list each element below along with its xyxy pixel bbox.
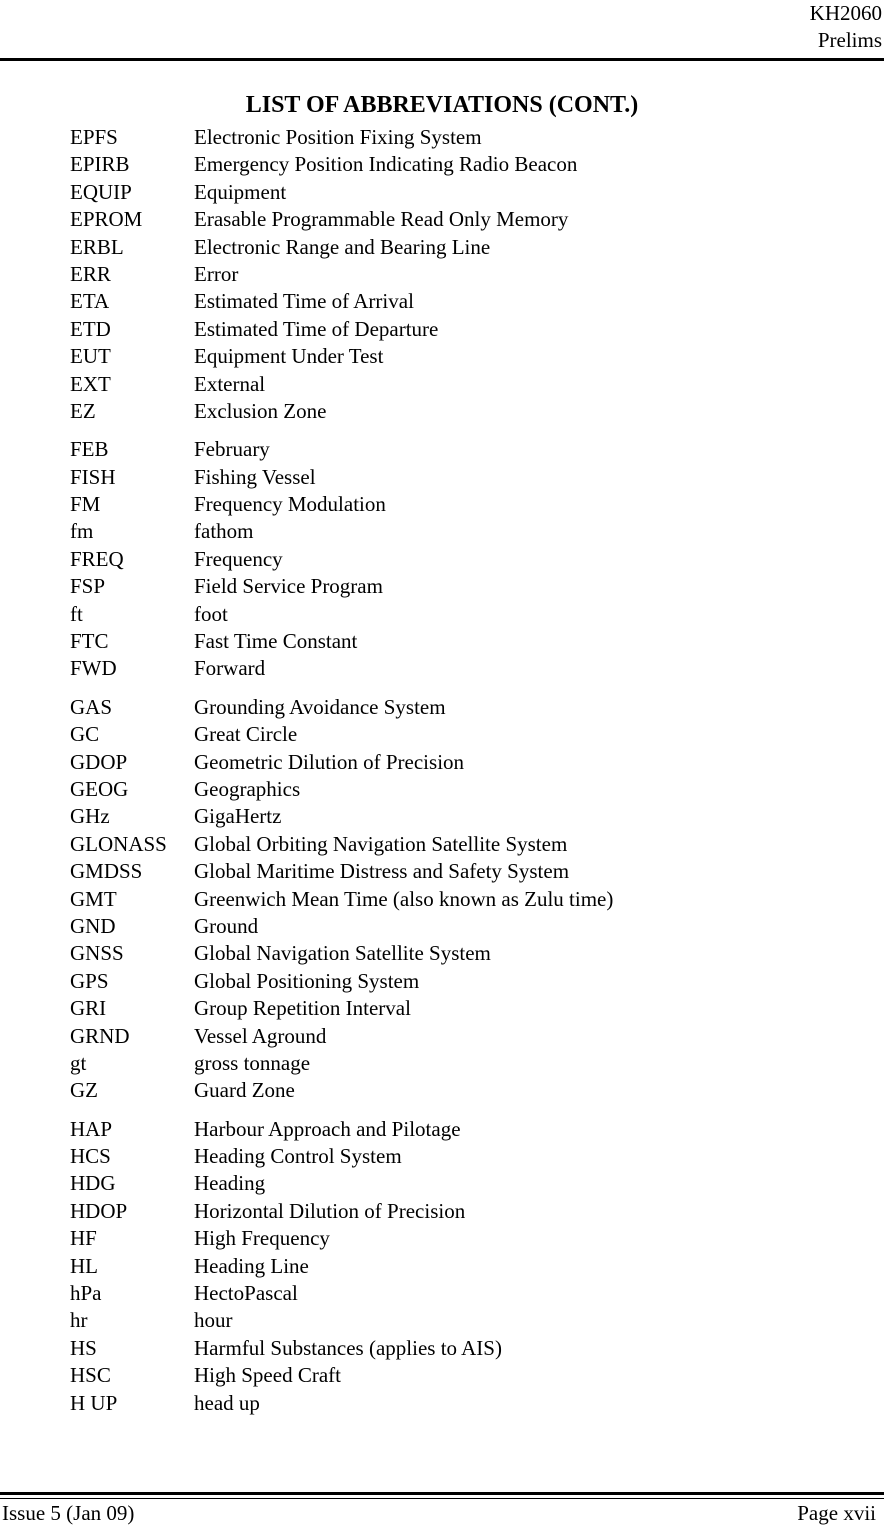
abbreviation-meaning: Ground: [194, 913, 259, 938]
abbreviation-term: FISH: [70, 464, 116, 489]
abbreviation-row: [70, 436, 850, 463]
abbreviation-meaning: February: [194, 437, 270, 462]
abbreviation-row: [70, 1198, 850, 1225]
abbreviation-term: HCS: [70, 1144, 111, 1169]
abbreviation-term: GHz: [70, 804, 110, 829]
abbreviation-row: [70, 1077, 850, 1104]
abbreviation-meaning: Frequency: [194, 546, 283, 571]
abbreviation-meaning: Estimated Time of Arrival: [194, 289, 414, 314]
abbreviation-meaning: Heading: [194, 1171, 266, 1196]
abbreviation-term: GEOG: [70, 776, 129, 801]
abbreviation-term: H UP: [70, 1390, 118, 1415]
abbreviation-meaning: External: [194, 371, 266, 396]
page-header: [810, 0, 882, 54]
abbreviation-row: [70, 1362, 850, 1389]
abbreviation-row: [70, 655, 850, 682]
abbreviation-meaning: HectoPascal: [194, 1281, 298, 1306]
abbreviation-list: [70, 124, 850, 1428]
abbreviation-row: [70, 628, 850, 655]
abbreviation-group: [70, 124, 850, 425]
abbreviation-meaning: Global Orbiting Navigation Satellite System: [194, 831, 568, 856]
abbreviation-meaning: gross tonnage: [194, 1050, 311, 1075]
abbreviation-term: EPROM: [70, 207, 143, 232]
abbreviation-term: FM: [70, 492, 101, 517]
abbreviation-row: [70, 398, 850, 425]
abbreviation-term: GAS: [70, 694, 113, 719]
abbreviation-meaning: Global Positioning System: [194, 968, 420, 993]
issue-label: Issue 5 (Jan 09): [2, 1501, 135, 1525]
abbreviation-term: HSC: [70, 1363, 111, 1388]
abbreviation-term: EQUIP: [70, 179, 132, 204]
abbreviation-meaning: Electronic Position Fixing System: [194, 125, 482, 149]
abbreviation-term: FTC: [70, 629, 109, 654]
abbreviation-group: [70, 436, 850, 683]
abbreviation-term: EZ: [70, 398, 96, 423]
abbreviation-meaning: Guard Zone: [194, 1078, 295, 1103]
abbreviation-meaning: Geometric Dilution of Precision: [194, 749, 465, 774]
abbreviation-row: [70, 546, 850, 573]
abbreviation-row: [70, 316, 850, 343]
abbreviation-row: [70, 749, 850, 776]
abbreviation-meaning: Error: [194, 261, 239, 286]
abbreviation-meaning: hour: [194, 1308, 233, 1333]
abbreviation-term: HDOP: [70, 1198, 128, 1223]
abbreviation-row: [70, 694, 850, 721]
abbreviation-meaning: Great Circle: [194, 722, 298, 747]
abbreviation-row: [70, 491, 850, 518]
section-name: Prelims: [817, 28, 882, 52]
abbreviation-row: [70, 831, 850, 858]
abbreviation-term: HAP: [70, 1116, 113, 1141]
abbreviation-meaning: Electronic Range and Bearing Line: [194, 234, 491, 259]
abbreviation-row: [70, 343, 850, 370]
abbreviation-row: [70, 858, 850, 885]
abbreviation-meaning: Grounding Avoidance System: [194, 694, 446, 719]
abbreviation-row: [70, 234, 850, 261]
abbreviation-row: [70, 601, 850, 628]
abbreviation-row: [70, 1307, 850, 1334]
abbreviation-term: GC: [70, 722, 100, 747]
abbreviation-term: GRI: [70, 996, 107, 1021]
abbreviation-row: [70, 1335, 850, 1362]
abbreviation-row: [70, 573, 850, 600]
header-rule: [0, 58, 884, 61]
abbreviation-meaning: head up: [194, 1390, 260, 1415]
abbreviation-term: fm: [70, 519, 94, 544]
abbreviation-row: [70, 261, 850, 288]
abbreviation-meaning: fathom: [194, 519, 254, 544]
abbreviation-meaning: Fast Time Constant: [194, 629, 358, 654]
abbreviation-row: [70, 995, 850, 1022]
abbreviation-row: [70, 968, 850, 995]
abbreviation-row: [70, 179, 850, 206]
abbreviation-meaning: Estimated Time of Departure: [194, 316, 439, 341]
abbreviation-meaning: Harbour Approach and Pilotage: [194, 1116, 461, 1141]
abbreviation-row: [70, 1280, 850, 1307]
abbreviation-term: GPS: [70, 968, 109, 993]
abbreviation-meaning: foot: [194, 601, 228, 626]
abbreviation-term: hr: [70, 1308, 88, 1333]
abbreviation-term: GLONASS: [70, 831, 167, 856]
abbreviation-meaning: Exclusion Zone: [194, 398, 327, 423]
abbreviation-term: HS: [70, 1335, 97, 1360]
footer-rule-thick: [0, 1492, 884, 1495]
abbreviation-row: [70, 913, 850, 940]
abbreviation-term: ft: [70, 601, 83, 626]
abbreviation-meaning: Equipment Under Test: [194, 344, 384, 369]
abbreviation-row: [70, 1050, 850, 1077]
abbreviation-group: [70, 694, 850, 1105]
abbreviation-meaning: High Speed Craft: [194, 1363, 341, 1388]
page-number: Page xvii: [797, 1501, 876, 1525]
abbreviation-meaning: Global Navigation Satellite System: [194, 941, 491, 966]
abbreviation-term: ERBL: [70, 234, 124, 259]
abbreviation-term: FWD: [70, 656, 117, 681]
abbreviation-term: FEB: [70, 437, 109, 462]
abbreviation-meaning: Harmful Substances (applies to AIS): [194, 1335, 502, 1360]
abbreviation-meaning: Horizontal Dilution of Precision: [194, 1198, 466, 1223]
abbreviation-meaning: Global Maritime Distress and Safety System: [194, 859, 570, 884]
abbreviation-term: GRND: [70, 1023, 130, 1048]
abbreviation-meaning: Geographics: [194, 776, 301, 801]
abbreviation-term: EUT: [70, 344, 111, 369]
abbreviation-row: [70, 206, 850, 233]
abbreviation-term: GNSS: [70, 941, 124, 966]
doc-code: KH2060: [809, 1, 882, 25]
abbreviation-term: GND: [70, 913, 116, 938]
abbreviation-group: [70, 1116, 850, 1417]
abbreviation-row: [70, 1023, 850, 1050]
abbreviation-row: [70, 518, 850, 545]
abbreviation-row: [70, 371, 850, 398]
abbreviation-term: HF: [70, 1226, 97, 1251]
abbreviation-row: [70, 151, 850, 178]
abbreviation-row: [70, 1170, 850, 1197]
abbreviation-row: [70, 886, 850, 913]
abbreviation-term: FSP: [70, 574, 106, 599]
abbreviation-row: [70, 1225, 850, 1252]
abbreviation-term: GDOP: [70, 749, 128, 774]
abbreviation-row: [70, 1390, 850, 1417]
abbreviation-row: [70, 940, 850, 967]
abbreviation-meaning: Fishing Vessel: [194, 464, 316, 489]
abbreviation-term: HDG: [70, 1171, 116, 1196]
abbreviation-row: [70, 721, 850, 748]
abbreviation-meaning: GigaHertz: [194, 804, 282, 829]
abbreviation-term: GZ: [70, 1078, 98, 1103]
abbreviation-meaning: Heading Line: [194, 1253, 309, 1278]
abbreviation-term: HL: [70, 1253, 98, 1278]
abbreviation-term: ETD: [70, 316, 111, 341]
abbreviation-term: ETA: [70, 289, 110, 314]
abbreviation-row: [70, 1116, 850, 1143]
abbreviation-term: GMT: [70, 886, 117, 911]
abbreviation-meaning: Heading Control System: [194, 1144, 402, 1169]
abbreviation-meaning: Equipment: [194, 179, 287, 204]
abbreviation-meaning: Greenwich Mean Time (also known as Zulu time): [194, 886, 614, 911]
abbreviation-row: [70, 1253, 850, 1280]
page-title: LIST OF ABBREVIATIONS (CONT.): [245, 92, 639, 118]
abbreviation-meaning: Group Repetition Interval: [194, 996, 411, 1021]
abbreviation-meaning: High Frequency: [194, 1226, 330, 1251]
abbreviation-meaning: Forward: [194, 656, 266, 681]
abbreviation-term: GMDSS: [70, 859, 143, 884]
abbreviation-meaning: Erasable Programmable Read Only Memory: [194, 207, 569, 232]
abbreviation-meaning: Frequency Modulation: [194, 492, 386, 517]
abbreviation-row: [70, 124, 850, 151]
abbreviation-term: gt: [70, 1050, 87, 1075]
abbreviation-term: FREQ: [70, 546, 124, 571]
abbreviation-meaning: Emergency Position Indicating Radio Beacon: [194, 152, 578, 177]
abbreviation-term: EPFS: [70, 125, 118, 149]
abbreviation-term: EPIRB: [70, 152, 130, 177]
abbreviation-row: [70, 464, 850, 491]
abbreviation-meaning: Vessel Aground: [194, 1023, 327, 1048]
abbreviation-row: [70, 288, 850, 315]
abbreviation-term: hPa: [70, 1281, 102, 1306]
abbreviation-row: [70, 1143, 850, 1170]
abbreviation-row: [70, 803, 850, 830]
footer-rule-thin: [0, 1498, 884, 1499]
abbreviation-term: ERR: [70, 261, 111, 286]
abbreviation-term: EXT: [70, 371, 111, 396]
abbreviation-meaning: Field Service Program: [194, 574, 383, 599]
abbreviation-row: [70, 776, 850, 803]
